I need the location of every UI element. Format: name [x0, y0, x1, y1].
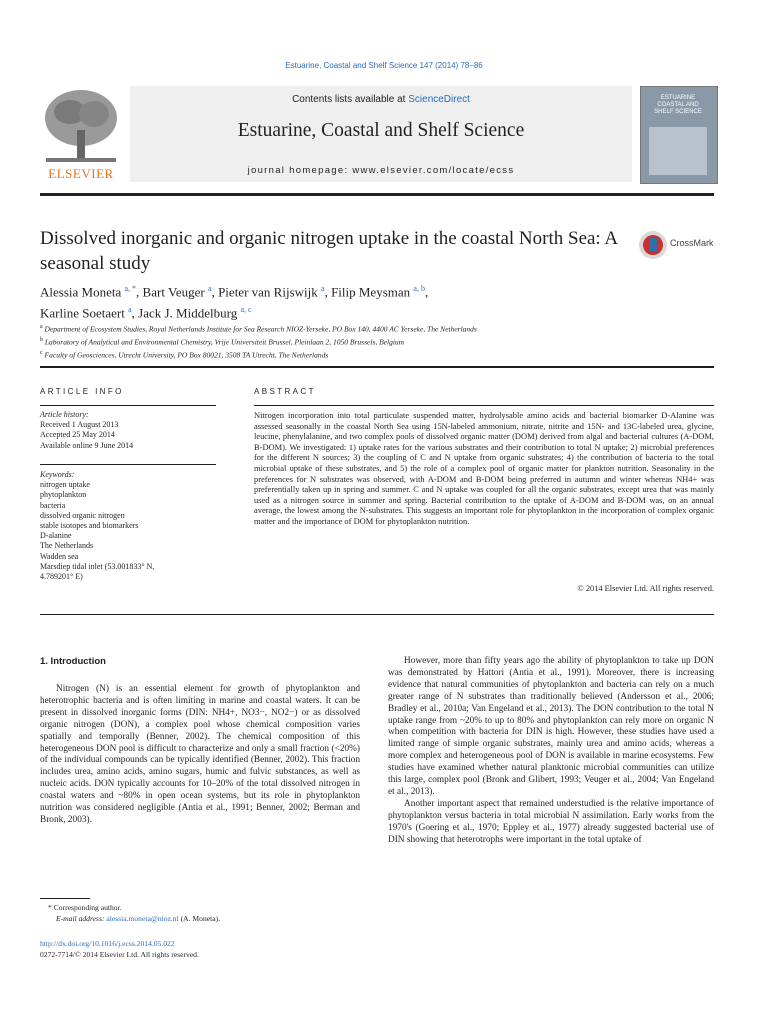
keyword: Wadden sea — [40, 551, 79, 561]
article-title: Dissolved inorganic and organic nitrogen uptake in the coastal North Sea: A seasonal study — [40, 228, 618, 274]
author-affiliation-mark[interactable]: a, b — [413, 284, 425, 293]
header-rule — [40, 193, 714, 196]
homepage-url[interactable]: www.elsevier.com/locate/ecss — [352, 165, 515, 176]
intro-column-left — [40, 684, 360, 827]
abstract-rule — [254, 405, 714, 406]
author-list — [40, 280, 660, 323]
author-affiliation-mark[interactable]: a — [321, 284, 325, 293]
history-item: Available online 9 June 2014 — [40, 440, 134, 450]
abstract-copyright: © 2014 Elsevier Ltd. All rights reserved. — [577, 584, 714, 593]
history-item: Received 1 August 2013 — [40, 420, 119, 430]
journal-cover[interactable] — [640, 86, 718, 184]
author-affiliation-mark[interactable]: a, * — [124, 284, 137, 293]
cover-title: ESTUARINE COASTAL AND SHELF SCIENCE — [654, 95, 702, 115]
homepage-label: journal homepage: — [247, 165, 353, 176]
affiliation-text: Faculty of Geosciences, Utrecht University, PO Box 80021, 3508 TA Utrecht, The Netherlands — [44, 350, 329, 360]
crossmark-icon — [638, 230, 668, 260]
affiliation — [40, 335, 720, 348]
article-info — [40, 410, 216, 451]
intro-heading: 1. Introduction — [40, 656, 106, 667]
contents-line — [130, 94, 632, 105]
intro-paragraph-1: Nitrogen (N) is an essential element for growth of phytoplankton and heterotrophic bacteria and is often limiting in marine and coastal waters. It can be present in dissolved inorganic forms (DIN: NH4+, NO3−, NO2−) or as dissolved organic nitrogen (DON), a complex pool whose chemical composition varies spatially and temporally (Benner, 2002). The chemical composition of this heterogeneous DON pool is difficult to characterize and only a small fraction (<20%) of the individual compounds can be typically identified (Benner, 2002). This fraction includes urea, amino acids, amino sugars, humic and fulvic substances, as well as nucleic acids. DON typically accounts for 10–20% of the total dissolved nitrogen in coastal waters and ~80% in open ocean systems, but its role in phytoplankton nutrition was considered negligible (Antia et al., 1991; Benner, 2002; Berman and Bronk, 2003). — [40, 684, 360, 825]
crossmark-badge[interactable] — [638, 230, 718, 260]
sciencedirect-link[interactable]: ScienceDirect — [408, 94, 470, 105]
elsevier-logo[interactable] — [40, 86, 122, 182]
footnote-rule — [40, 898, 90, 899]
journal-citation[interactable]: Estuarine, Coastal and Shelf Science 147 (2014) 78–86 — [285, 61, 483, 70]
email-link[interactable]: alessia.moneta@nioz.nl — [106, 914, 179, 923]
affiliation — [40, 348, 720, 361]
article-info-heading: ARTICLE INFO — [40, 387, 124, 396]
abstract-heading: ABSTRACT — [254, 387, 316, 396]
author-name[interactable]: Jack J. Middelburg — [138, 305, 238, 321]
author-name[interactable]: Pieter van Rijswijk — [218, 284, 318, 300]
keywords-block — [40, 470, 216, 582]
issn-line: 0272-7714/© 2014 Elsevier Ltd. All rights reserved. — [40, 950, 199, 959]
affiliation — [40, 322, 720, 335]
keyword: D-alanine — [40, 531, 72, 541]
journal-name: Estuarine, Coastal and Shelf Science — [237, 120, 525, 141]
elsevier-wordmark: ELSEVIER — [48, 166, 114, 181]
affiliation-mark: b — [40, 337, 43, 343]
keyword: The Netherlands — [40, 541, 94, 551]
keywords-label: Keywords: — [40, 470, 75, 479]
corresponding-author: * Corresponding author. — [48, 903, 122, 912]
email-suffix: (A. Moneta). — [178, 914, 221, 923]
email-line — [40, 913, 360, 924]
affiliation-text: Department of Ecosystem Studies, Royal Netherlands Institute for Sea Research NIOZ-Yerseke, PO Box 140, 4400 AC Yerseke, The Netherlands — [44, 324, 477, 334]
intro-paragraph-2: However, more than fifty years ago the ability of phytoplankton to take up DON was demonstrated by Hattori (Antia et al., 1991). Moreover, there is increasing evidence that natural communities of phytoplankton and bacteria can rely on a much greater range of N substrates than traditionally believed (Andersson et al., 2006; Bradley et al., 2010a; Van Engeland et al., 2013). The DON contribution to the total N uptake range from ~20% to up to 80% and phytoplankton can rely more on organic N when competition with bacteria for DIN is high. However, these studies have used a limited range of simple organic substrates, mainly urea and amino acids, whereas a more complex and heterogeneous pool of DON is available in marine ecosystems. Few studies have examined whether natural planktonic microbial communities can utilize this large, complex pool (Bronk and Glibert, 1993; Veuger et al., 2004; Van Engeland et al., 2013). — [388, 656, 714, 797]
journal-homepage — [130, 165, 632, 176]
keyword: bacteria — [40, 500, 66, 510]
crossmark-label: CrossMark — [670, 238, 714, 248]
author-name[interactable]: Filip Meysman — [331, 284, 411, 300]
keyword-list — [40, 480, 216, 582]
affiliation-mark: c — [40, 350, 43, 356]
cover-image — [649, 127, 707, 175]
article-info-rule — [40, 405, 216, 406]
body-rule — [40, 614, 714, 615]
keyword: stable isotopes and biomarkers — [40, 521, 139, 531]
author-affiliation-mark[interactable]: a — [208, 284, 212, 293]
keyword: 4.789201° E) — [40, 572, 83, 582]
doi-block — [40, 938, 360, 960]
author-line-2: Karline Soetaert $^a$, Jack J. Middelburg $^{a, c}$ — [40, 305, 252, 321]
author-name[interactable]: Alessia Moneta — [40, 284, 122, 300]
author-name[interactable]: Bart Veuger — [142, 284, 205, 300]
abstract-text: Nitrogen incorporation into total particulate suspended matter, hydrolysable amino acids and bacterial biomarker D-Alanine was assessed seasonally in the coastal North Sea using 15N-labeled ammonium, nitrate, nitrite and 15N- and 13C-labeled urea, glycine, leucine, phenylalanine, and two complex pools of dissolved organic matter (DOM) derived from algal and bacterial cultures (A-DOM, B-DOM). We investigated: 1) uptake rates for the various substrates and their contribution to total N uptake; 2) microbial preferences for the different N sources; 3) the coupling of C and N uptake from organic substrates; 4) the contribution of bacteria to the total microbial uptake of these substrates, and 5) the role of a complex pool of organic matter for plankton nutrition. Seasonality in the preferences for N substrates was observed, with A-DOM and B-DOM being preferred in autumn and winter whereas NH4+ was preferentially taken up in spring and summer. C and N uptake was coupled for all the organic substrates, except urea that was mainly used as a nitrogen source in summer and spring. Bacterial contribution to the uptake of A-DOM and B-DOM was, on an annual average, the lowest among the N-substrates. This suggests an important role for phytoplankton in the incorporation of complex organic matter and the importance of DOM for phytoplankton nutrition. — [254, 410, 714, 526]
author-affiliation-mark[interactable]: a — [128, 305, 132, 315]
affiliation-mark: a — [40, 324, 43, 330]
doi-link[interactable]: http://dx.doi.org/10.1016/j.ecss.2014.05.022 — [40, 939, 175, 948]
author-affiliation-mark[interactable]: a, c — [240, 305, 252, 315]
footnote — [40, 902, 360, 924]
keyword: dissolved organic nitrogen — [40, 510, 125, 520]
intro-paragraph-3: Another important aspect that remained understudied is the relative importance of phytoplankton versus bacteria in total microbial N assimilation. Early works from the 1970's (Goering et al., 1970; Eppley et al., 1977) already suggested bacterial use of DIN showing that heterotrophs were important in the total uptake of — [388, 798, 714, 845]
affiliation-list — [40, 322, 720, 361]
history-item: Accepted 25 May 2014 — [40, 430, 115, 440]
keyword: nitrogen uptake — [40, 480, 90, 490]
affiliation-text: Laboratory of Analytical and Environmental Chemistry, Vrije Universiteit Brussel, Pleinlaan 2, 1050 Brussels, Belgium — [44, 337, 405, 347]
author-name[interactable]: Karline Soetaert — [40, 305, 125, 321]
keywords-rule — [40, 464, 216, 465]
intro-column-right — [388, 656, 714, 847]
keyword: phytoplankton — [40, 490, 87, 500]
keyword: Marsdiep tidal inlet (53.001833° N, — [40, 561, 155, 571]
contents-prefix: Contents lists available at — [292, 94, 409, 105]
journal-banner — [130, 86, 632, 182]
history-label: Article history: — [40, 410, 89, 419]
author-line-1: Alessia Moneta $^{a, *}$, Bart Veuger $^a$, Pieter van Rijswijk $^a$, Filip Meysman $^{a, b}$, — [40, 284, 429, 300]
section-rule — [40, 366, 714, 368]
email-label: E-mail address: — [56, 914, 107, 923]
history-list — [40, 420, 216, 451]
